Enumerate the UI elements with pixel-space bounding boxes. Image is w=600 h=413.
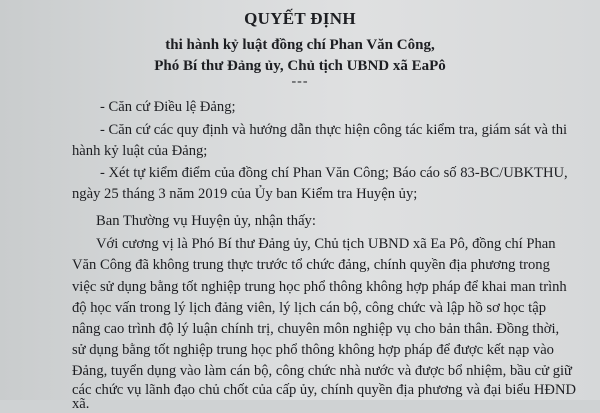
- document-subtitle-line-1: thi hành kỷ luật đồng chí Phan Văn Công,: [165, 37, 435, 53]
- basis-line-5: ngày 25 tháng 3 năm 2019 của Ủy ban Kiểm tra Huyện ủy;: [72, 186, 418, 202]
- title-separator: ---: [291, 74, 309, 89]
- basis-line-1: - Căn cứ Điều lệ Đảng;: [100, 99, 236, 115]
- basis-line-2: - Căn cứ các quy định và hướng dẫn thực hiện công tác kiểm tra, giám sát và thi: [100, 122, 568, 138]
- document-subtitle-line-2: Phó Bí thư Đảng ủy, Chủ tịch UBND xã EaPô: [154, 58, 446, 74]
- findings-line-4: độ học vấn trong lý lịch đảng viên, lý lịch cán bộ, công chức và lập hồ sơ học tập: [72, 300, 546, 316]
- findings-line-1: Với cương vị là Phó Bí thư Đảng ủy, Chủ tịch UBND xã Ea Pô, đồng chí Phan: [96, 236, 556, 252]
- basis-line-3: hành kỷ luật của Đảng;: [72, 143, 208, 159]
- findings-line-7: Đảng, tuyển dụng vào làm cán bộ, công chức nhà nước và được bổ nhiệm, bầu cử giữ: [72, 363, 572, 379]
- findings-line-2: Văn Công đã không trung thực trước tổ chức đảng, chính quyền địa phương trong: [72, 257, 550, 273]
- findings-intro: Ban Thường vụ Huyện ủy, nhận thấy:: [96, 213, 316, 229]
- findings-line-3: việc sử dụng bằng tốt nghiệp trung học phổ thông không hợp pháp để khai man trình: [72, 279, 567, 295]
- document-title: QUYẾT ĐỊNH: [244, 9, 356, 28]
- basis-line-4: - Xét tự kiểm điểm của đồng chí Phan Văn Công; Báo cáo số 83-BC/UBKTHU,: [100, 165, 568, 181]
- findings-line-5: nâng cao trình độ lý luận chính trị, chuyên môn nghiệp vụ cho bản thân. Đồng thời,: [72, 321, 560, 337]
- findings-line-8: các chức vụ lãnh đạo chủ chốt của cấp ủy, chính quyền địa phương và đại biểu HĐND: [72, 382, 577, 398]
- findings-line-9: xã.: [72, 396, 90, 412]
- findings-line-6: sử dụng bằng tốt nghiệp trung học phổ thông không hợp pháp để được kết nạp vào: [72, 342, 554, 358]
